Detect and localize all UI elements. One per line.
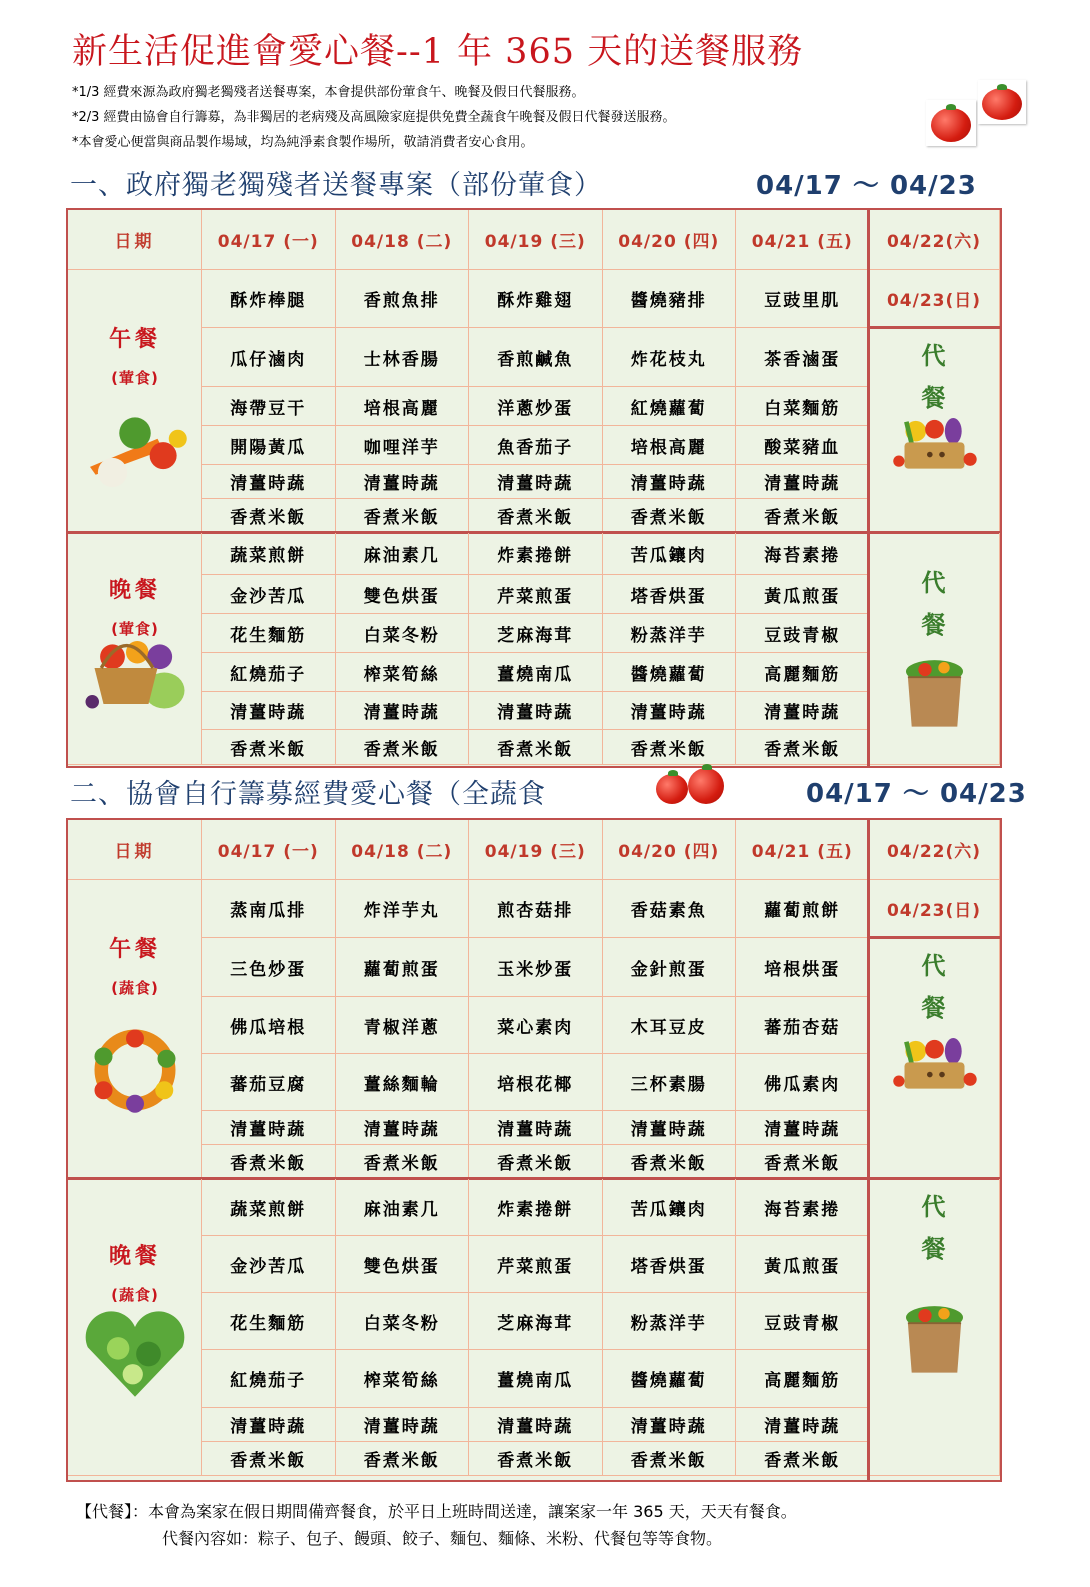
substitute-food-picture bbox=[887, 403, 982, 478]
dish-cell: 黃瓜煎蛋 bbox=[736, 575, 870, 614]
dish-cell: 香煎鹹魚 bbox=[469, 328, 603, 387]
dish-cell: 榨菜筍絲 bbox=[336, 1350, 470, 1408]
meal-name: 午餐 bbox=[108, 937, 161, 962]
dish-cell: 清薑時蔬 bbox=[336, 692, 470, 730]
note-2: *2/3 經費由協會自行籌募，為非獨居的老病殘及高風險家庭提供免費全蔬食午晚餐及假日代餐發送服務。 bbox=[72, 110, 676, 125]
dish-cell: 清薑時蔬 bbox=[603, 465, 737, 499]
substitute-food-picture bbox=[887, 1289, 982, 1384]
meal-type: (葷食) bbox=[111, 369, 159, 387]
dish-cell: 香煮米飯 bbox=[603, 1145, 737, 1179]
header-day: 04/17 (一) bbox=[202, 820, 336, 880]
dish-cell: 佛瓜培根 bbox=[202, 997, 336, 1054]
dish-cell: 蕃茄豆腐 bbox=[202, 1054, 336, 1111]
dish-cell: 香煮米飯 bbox=[736, 730, 870, 765]
dish-cell: 培根高麗 bbox=[603, 426, 737, 465]
dish-cell: 芹菜煎蛋 bbox=[469, 575, 603, 614]
weekend-substitute-cell bbox=[869, 533, 1000, 765]
dish-cell: 香煮米飯 bbox=[469, 1442, 603, 1476]
meal-label-cell bbox=[68, 1179, 202, 1476]
notes bbox=[72, 80, 676, 155]
header-sunday: 04/23(日) bbox=[869, 880, 1000, 938]
dish-cell: 海苔素捲 bbox=[736, 533, 870, 575]
dish-cell: 蒸南瓜排 bbox=[202, 880, 336, 938]
dish-cell: 清薑時蔬 bbox=[202, 692, 336, 730]
header-saturday: 04/22(六) bbox=[869, 210, 1000, 270]
substitute-label-char: 代 bbox=[921, 1193, 948, 1221]
dish-cell: 蔬菜煎餅 bbox=[202, 1179, 336, 1236]
dish-cell: 蕃茄杏菇 bbox=[736, 997, 870, 1054]
dish-cell: 香煮米飯 bbox=[336, 730, 470, 765]
header-day: 04/21 (五) bbox=[736, 820, 870, 880]
dish-cell: 榨菜筍絲 bbox=[336, 653, 470, 692]
dish-cell: 蘿蔔煎蛋 bbox=[336, 938, 470, 997]
apple-icon bbox=[656, 774, 688, 804]
dish-cell: 豆豉青椒 bbox=[736, 1293, 870, 1350]
dish-cell: 培根高麗 bbox=[336, 387, 470, 426]
dish-cell: 金針煎蛋 bbox=[603, 938, 737, 997]
substitute-food-picture bbox=[887, 1023, 982, 1098]
dish-cell: 香菇素魚 bbox=[603, 880, 737, 938]
dish-cell: 金沙苦瓜 bbox=[202, 575, 336, 614]
dish-cell: 醬燒蘿蔔 bbox=[603, 653, 737, 692]
dish-cell: 魚香茄子 bbox=[469, 426, 603, 465]
section2-date-range: 04/17 ～ 04/23 bbox=[806, 779, 1027, 809]
substitute-label-char: 代 bbox=[921, 952, 948, 980]
note-1: *1/3 經費來源為政府獨老獨殘者送餐專案，本會提供部份葷食午、晚餐及假日代餐服務。 bbox=[72, 85, 585, 100]
dish-cell: 酥炸雞翅 bbox=[469, 270, 603, 328]
tomato-picture bbox=[926, 100, 976, 146]
dish-cell: 香煮米飯 bbox=[736, 499, 870, 533]
dish-cell: 香煮米飯 bbox=[336, 1145, 470, 1179]
section1-table bbox=[66, 208, 1002, 768]
section2-title: 二、協會自行籌募經費愛心餐（全蔬食 bbox=[70, 779, 546, 810]
header-date-label: 日期 bbox=[68, 210, 202, 270]
dish-cell: 黃瓜煎蛋 bbox=[736, 1236, 870, 1293]
header-day: 04/19 (三) bbox=[469, 820, 603, 880]
dish-cell: 清薑時蔬 bbox=[469, 692, 603, 730]
dish-cell: 清薑時蔬 bbox=[736, 465, 870, 499]
dish-cell: 芝麻海茸 bbox=[469, 614, 603, 653]
dish-cell: 清薑時蔬 bbox=[336, 1111, 470, 1145]
section1-date-range: 04/17 ～ 04/23 bbox=[756, 171, 977, 201]
dish-cell: 三杯素腸 bbox=[603, 1054, 737, 1111]
food-picture bbox=[76, 1025, 194, 1115]
dish-cell: 蔬菜煎餅 bbox=[202, 533, 336, 575]
dish-cell: 香煮米飯 bbox=[336, 499, 470, 533]
dish-cell: 清薑時蔬 bbox=[736, 692, 870, 730]
dish-cell: 清薑時蔬 bbox=[202, 1408, 336, 1442]
dish-cell: 苦瓜鑲肉 bbox=[603, 1179, 737, 1236]
dish-cell: 香煮米飯 bbox=[603, 730, 737, 765]
dish-cell: 麻油素几 bbox=[336, 533, 470, 575]
dish-cell: 塔香烘蛋 bbox=[603, 575, 737, 614]
dish-cell: 炸花枝丸 bbox=[603, 328, 737, 387]
footer-note bbox=[76, 1498, 797, 1552]
meal-label bbox=[68, 322, 202, 388]
dish-cell: 醬燒豬排 bbox=[603, 270, 737, 328]
dish-cell: 香煮米飯 bbox=[336, 1442, 470, 1476]
meal-label-cell bbox=[68, 270, 202, 533]
dish-cell: 菜心素肉 bbox=[469, 997, 603, 1054]
dish-cell: 香煮米飯 bbox=[736, 1145, 870, 1179]
dish-cell: 炸素捲餅 bbox=[469, 533, 603, 575]
dish-cell: 高麗麵筋 bbox=[736, 1350, 870, 1408]
header-day: 04/18 (二) bbox=[336, 210, 470, 270]
dish-cell: 金沙苦瓜 bbox=[202, 1236, 336, 1293]
header-day: 04/20 (四) bbox=[603, 210, 737, 270]
dish-cell: 海帶豆干 bbox=[202, 387, 336, 426]
dish-cell: 薑燒南瓜 bbox=[469, 653, 603, 692]
weekend-substitute-cell bbox=[869, 328, 1000, 533]
dish-cell: 花生麵筋 bbox=[202, 614, 336, 653]
substitute-label-char: 代 bbox=[921, 342, 948, 370]
dish-cell: 香煮米飯 bbox=[469, 730, 603, 765]
dish-cell: 香煮米飯 bbox=[469, 499, 603, 533]
weekend-substitute-cell bbox=[869, 938, 1000, 1179]
dish-cell: 清薑時蔬 bbox=[736, 1111, 870, 1145]
sunday-divider bbox=[869, 326, 1000, 329]
dish-cell: 清薑時蔬 bbox=[603, 1408, 737, 1442]
substitute-food-picture bbox=[887, 643, 982, 738]
dish-cell: 培根花椰 bbox=[469, 1054, 603, 1111]
food-picture bbox=[76, 1309, 194, 1399]
dish-cell: 香煮米飯 bbox=[202, 499, 336, 533]
dish-cell: 粉蒸洋芋 bbox=[603, 1293, 737, 1350]
dish-cell: 芹菜煎蛋 bbox=[469, 1236, 603, 1293]
dish-cell: 醬燒蘿蔔 bbox=[603, 1350, 737, 1408]
apple-icon bbox=[688, 768, 724, 804]
footer-line-1: 【代餐】：本會為案家在假日期間備齊餐食，於平日上班時間送達，讓案家一年 365 天，天天有餐食。 bbox=[76, 1502, 797, 1521]
dish-cell: 酥炸棒腿 bbox=[202, 270, 336, 328]
dish-cell: 蘿蔔煎餅 bbox=[736, 880, 870, 938]
dish-cell: 炸洋芋丸 bbox=[336, 880, 470, 938]
substitute-label-char: 餐 bbox=[921, 611, 948, 639]
dish-cell: 香煮米飯 bbox=[603, 1442, 737, 1476]
dish-cell: 雙色烘蛋 bbox=[336, 575, 470, 614]
dish-cell: 香煎魚排 bbox=[336, 270, 470, 328]
dish-cell: 煎杏菇排 bbox=[469, 880, 603, 938]
substitute-label-char: 餐 bbox=[921, 994, 948, 1022]
dish-cell: 苦瓜鑲肉 bbox=[603, 533, 737, 575]
header-day: 04/17 (一) bbox=[202, 210, 336, 270]
dish-cell: 海苔素捲 bbox=[736, 1179, 870, 1236]
dish-cell: 粉蒸洋芋 bbox=[603, 614, 737, 653]
meal-name: 午餐 bbox=[108, 327, 161, 352]
dish-cell: 紅燒茄子 bbox=[202, 653, 336, 692]
dish-cell: 洋蔥炒蛋 bbox=[469, 387, 603, 426]
substitute-label-char: 餐 bbox=[921, 1235, 948, 1263]
dish-cell: 高麗麵筋 bbox=[736, 653, 870, 692]
dish-cell: 清薑時蔬 bbox=[336, 1408, 470, 1442]
dish-cell: 芝麻海茸 bbox=[469, 1293, 603, 1350]
meal-name: 晚餐 bbox=[108, 578, 161, 603]
page-title: 新生活促進會愛心餐--1 年 365 天的送餐服務 bbox=[72, 32, 804, 72]
food-picture bbox=[76, 623, 194, 713]
weekend-substitute-cell bbox=[869, 1179, 1000, 1476]
dish-cell: 清薑時蔬 bbox=[736, 1408, 870, 1442]
dish-cell: 香煮米飯 bbox=[469, 1145, 603, 1179]
meal-name: 晚餐 bbox=[108, 1244, 161, 1269]
dish-cell: 清薑時蔬 bbox=[603, 692, 737, 730]
dish-cell: 清薑時蔬 bbox=[469, 465, 603, 499]
header-date-label: 日期 bbox=[68, 820, 202, 880]
header-day: 04/20 (四) bbox=[603, 820, 737, 880]
dish-cell: 清薑時蔬 bbox=[603, 1111, 737, 1145]
tomato-picture bbox=[978, 80, 1026, 124]
section1-title: 一、政府獨老獨殘者送餐專案（部份葷食） bbox=[70, 170, 602, 201]
dish-cell: 士林香腸 bbox=[336, 328, 470, 387]
dish-cell: 茶香滷蛋 bbox=[736, 328, 870, 387]
dish-cell: 塔香烘蛋 bbox=[603, 1236, 737, 1293]
meal-label bbox=[68, 1239, 202, 1305]
dish-cell: 花生麵筋 bbox=[202, 1293, 336, 1350]
dish-cell: 木耳豆皮 bbox=[603, 997, 737, 1054]
dish-cell: 紅燒蘿蔔 bbox=[603, 387, 737, 426]
dish-cell: 豆豉里肌 bbox=[736, 270, 870, 328]
meal-type: (蔬食) bbox=[111, 1286, 159, 1304]
dish-cell: 青椒洋蔥 bbox=[336, 997, 470, 1054]
dish-cell: 佛瓜素肉 bbox=[736, 1054, 870, 1111]
meal-type: (蔬食) bbox=[111, 979, 159, 997]
dish-cell: 瓜仔滷肉 bbox=[202, 328, 336, 387]
dish-cell: 白菜冬粉 bbox=[336, 1293, 470, 1350]
dish-cell: 三色炒蛋 bbox=[202, 938, 336, 997]
header-day: 04/21 (五) bbox=[736, 210, 870, 270]
substitute-label-char: 代 bbox=[921, 569, 948, 597]
substitute-label-char: 餐 bbox=[921, 384, 948, 412]
dish-cell: 炸素捲餅 bbox=[469, 1179, 603, 1236]
dish-cell: 白菜麵筋 bbox=[736, 387, 870, 426]
dish-cell: 培根烘蛋 bbox=[736, 938, 870, 997]
dish-cell: 香煮米飯 bbox=[202, 730, 336, 765]
dish-cell: 清薑時蔬 bbox=[469, 1111, 603, 1145]
meal-type: (葷食) bbox=[111, 620, 159, 638]
dish-cell: 玉米炒蛋 bbox=[469, 938, 603, 997]
weekend-divider bbox=[867, 820, 870, 1480]
dish-cell: 酸菜豬血 bbox=[736, 426, 870, 465]
dish-cell: 薑燒南瓜 bbox=[469, 1350, 603, 1408]
dish-cell: 麻油素几 bbox=[336, 1179, 470, 1236]
food-picture bbox=[76, 405, 194, 495]
meal-label bbox=[68, 932, 202, 998]
dish-cell: 香煮米飯 bbox=[603, 499, 737, 533]
dish-cell: 薑絲麵輪 bbox=[336, 1054, 470, 1111]
header-saturday: 04/22(六) bbox=[869, 820, 1000, 880]
weekend-divider bbox=[867, 210, 870, 766]
dish-cell: 香煮米飯 bbox=[736, 1442, 870, 1476]
meal-label-cell bbox=[68, 533, 202, 765]
dish-cell: 香煮米飯 bbox=[202, 1145, 336, 1179]
dish-cell: 清薑時蔬 bbox=[202, 465, 336, 499]
dish-cell: 清薑時蔬 bbox=[202, 1111, 336, 1145]
dish-cell: 紅燒茄子 bbox=[202, 1350, 336, 1408]
dish-cell: 白菜冬粉 bbox=[336, 614, 470, 653]
header-sunday: 04/23(日) bbox=[869, 270, 1000, 328]
dish-cell: 清薑時蔬 bbox=[469, 1408, 603, 1442]
meal-label-cell bbox=[68, 880, 202, 1179]
dish-cell: 開陽黃瓜 bbox=[202, 426, 336, 465]
dish-cell: 雙色烘蛋 bbox=[336, 1236, 470, 1293]
tomato-icon bbox=[982, 88, 1022, 120]
dish-cell: 清薑時蔬 bbox=[336, 465, 470, 499]
dish-cell: 香煮米飯 bbox=[202, 1442, 336, 1476]
header-day: 04/19 (三) bbox=[469, 210, 603, 270]
note-3: *本會愛心便當與商品製作場域，均為純淨素食製作場所，敬請消費者安心食用。 bbox=[72, 135, 534, 150]
dish-cell: 咖哩洋芋 bbox=[336, 426, 470, 465]
section2-table bbox=[66, 818, 1002, 1482]
dish-cell: 豆豉青椒 bbox=[736, 614, 870, 653]
sunday-divider bbox=[869, 936, 1000, 939]
footer-line-2: 代餐內容如：粽子、包子、饅頭、餃子、麵包、麵條、米粉、代餐包等等食物。 bbox=[162, 1529, 723, 1548]
header-day: 04/18 (二) bbox=[336, 820, 470, 880]
tomato-icon bbox=[931, 108, 971, 142]
